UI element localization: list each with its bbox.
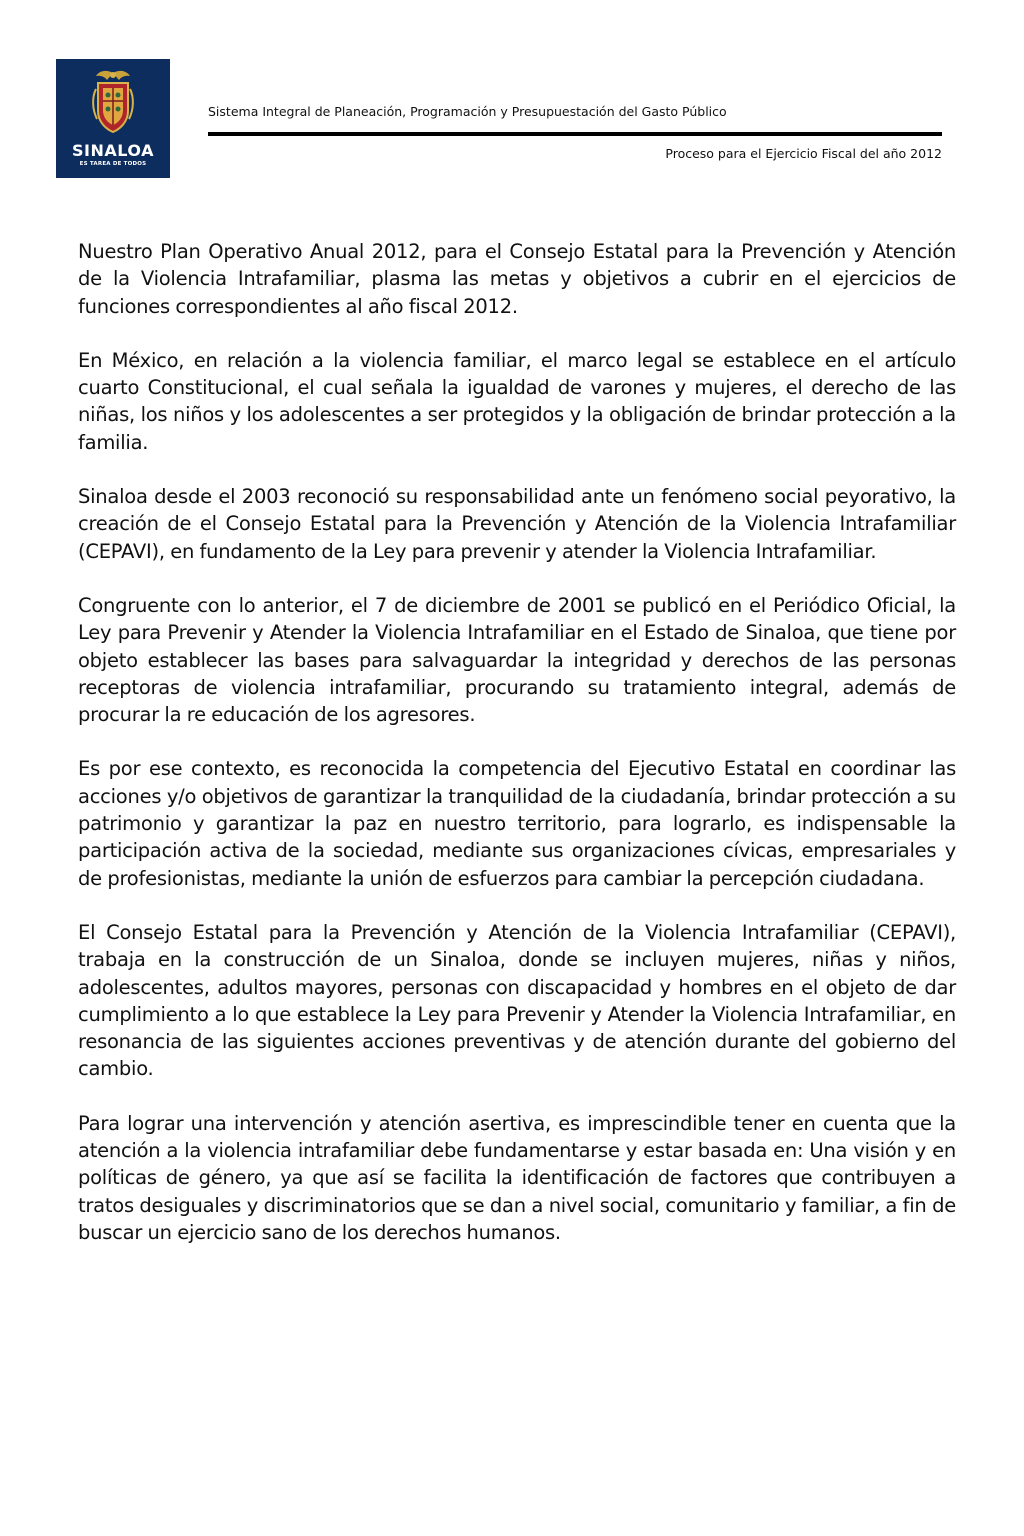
paragraph-3: Sinaloa desde el 2003 reconoció su responsabilidad ante un fenómeno social peyorativo, la creación de el Consejo Estatal para la Prevención y Atención de la Violencia Intrafamiliar (CEPAVI), en fundamento de la Ley para prevenir y atender la Violencia Intrafamiliar. (78, 485, 956, 563)
paragraph-7: Para lograr una intervención y atención asertiva, es imprescindible tener en cuenta que la atención a la violencia intrafamiliar debe fundamentarse y estar basada en: Una visión y en políticas de género, ya que así se facilita la identificación de factores que contribuyen a tratos desiguales y discriminatorios que se dan a nivel social, comunitario y familiar, a fin de buscar un ejercicio sano de los derechos humanos. (78, 1111, 956, 1244)
paragraph-2: En México, en relación a la violencia familiar, el marco legal se establece en el artículo cuarto Constitucional, el cual señala la igualdad de varones y mujeres, el derecho de las niñas, los niños y los adolescentes a ser protegidos y la obligación de brindar protección a la familia. (78, 348, 956, 454)
paragraph-4: Congruente con lo anterior, el 7 de diciembre de 2001 se publicó en el Periódico Oficial, la Ley para Prevenir y Atender la Violencia Intrafamiliar en el Estado de Sinaloa, que tiene por objeto establecer las bases para salvaguardar la integridad y derechos de las personas receptoras de violencia intrafamiliar, procurando su tratamiento integral, además de procurar la re educación de los agresores. (78, 593, 956, 727)
paragraph-6: El Consejo Estatal para la Prevención y Atención de la Violencia Intrafamiliar (CEPAVI), trabaja en la construcción de un Sinaloa, donde se incluyen mujeres, niñas y niños, adolescentes, adultos mayores, personas con discapacidad y hombres en el objeto de dar cumplimiento a lo que establece la Ley para Prevenir y Atender la Violencia Intrafamiliar, en resonancia de las siguientes acciones preventivas y de atención durante del gobierno del cambio. (78, 920, 956, 1081)
paragraph-1: Nuestro Plan Operativo Anual 2012, para el Consejo Estatal para la Prevención y Atención de la Violencia Intrafamiliar, plasma las metas y objetivos a cubrir en el ejercicios de funciones correspondientes al año fiscal 2012. (78, 240, 956, 318)
coat-of-arms-icon (56, 59, 170, 143)
document-body (78, 238, 956, 1273)
logo-tagline: ES TAREA DE TODOS (79, 161, 147, 167)
header-title: Sistema Integral de Planeación, Programación y Presupuestación del Gasto Público (208, 104, 727, 119)
sinaloa-logo (56, 59, 170, 178)
logo-wordmark: SINALOA (72, 141, 154, 160)
paragraph-5: Es por ese contexto, es reconocida la competencia del Ejecutivo Estatal en coordinar las acciones y/o objetivos de garantizar la tranquilidad de la ciudadanía, brindar protección a su patrimonio y garantizar la paz en nuestro territorio, para lograrlo, es indispensable la participación activa de la sociedad, mediante sus organizaciones cívicas, empresariales y de profesionistas, mediante la unión de esfuerzos para cambiar la percepción ciudadana. (78, 757, 956, 890)
header-subtitle: Proceso para el Ejercicio Fiscal del año 2012 (665, 146, 942, 161)
header-divider (208, 132, 942, 136)
